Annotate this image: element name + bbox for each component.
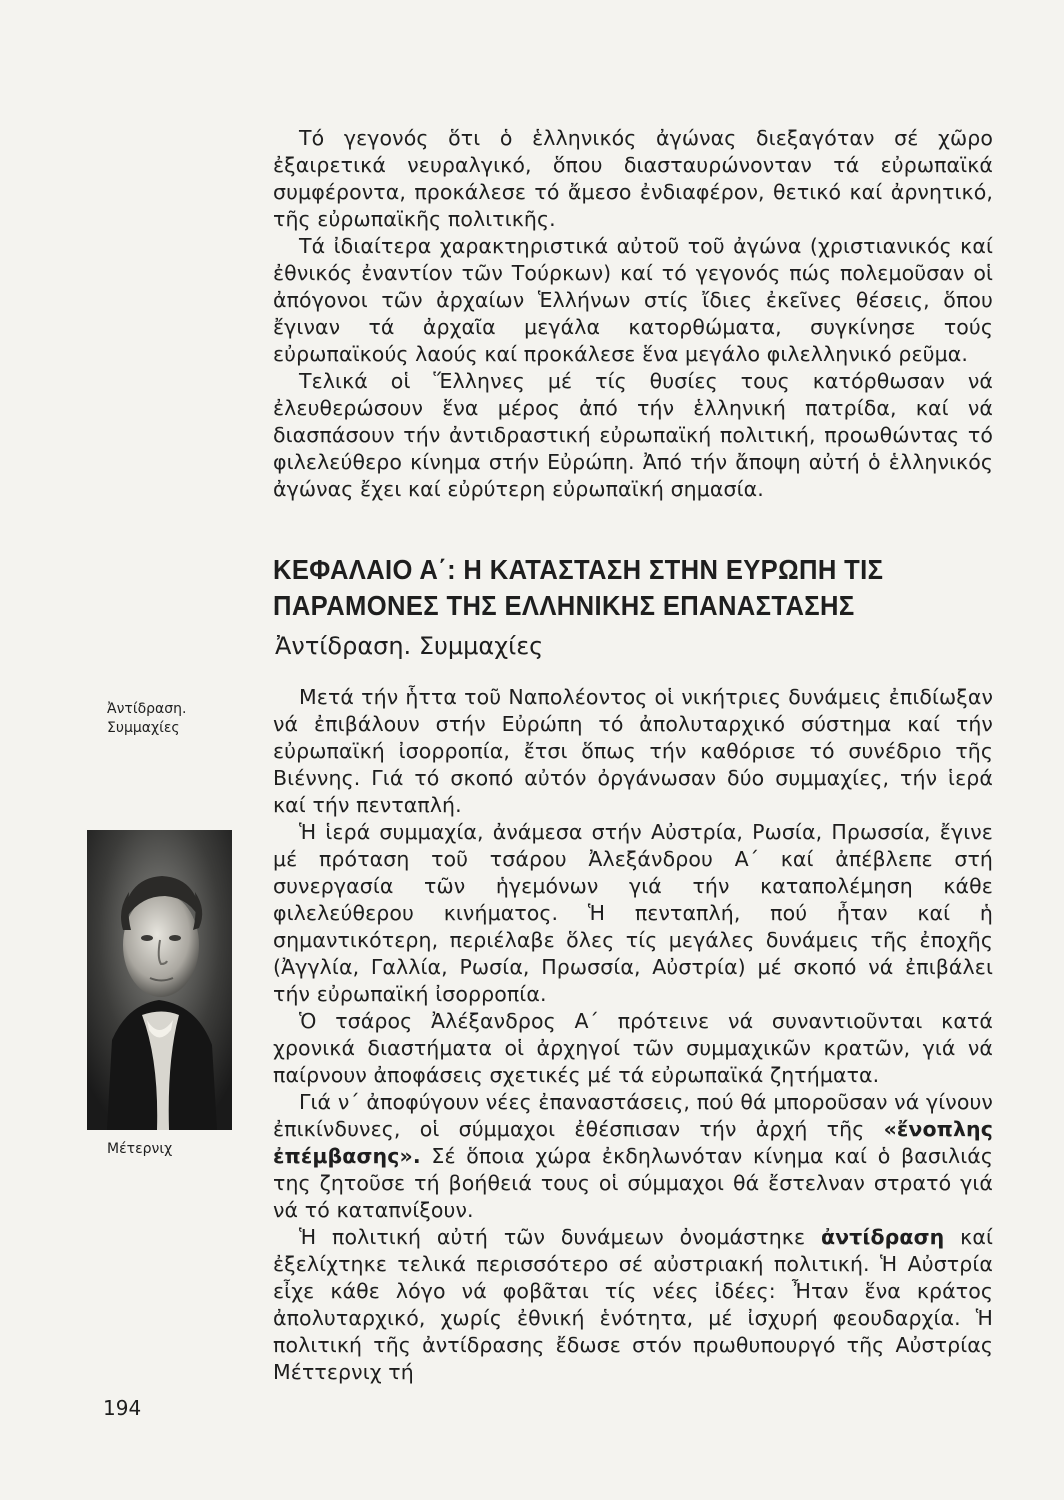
margin-note-line: Συμμαχίες (107, 720, 180, 736)
text-run: καί ἐξελίχτηκε τελικά περισσότερο σέ αὐστριακή πολιτική. Ἡ Αὐστρία εἶχε κάθε λόγο νά φοβᾶται τίς νέες ἰδέες: Ἦταν ἕνα κράτος ἀπολυταρχικό, χωρίς ἐθνική ἑνότητα, μέ ἰσχυρή φεουδαρχία. Ἡ πολιτική τῆς ἀντίδρασης ἔδωσε στόν πρωθυπουργό τῆς Αὐστρίας Μέττερνιχ τή (273, 1225, 993, 1384)
main-paragraph: Ὁ τσάρος Ἀλέξανδρος Α΄ πρότεινε νά συναντιοῦνται κατά χρονικά διαστήματα οἱ ἀρχηγοί τῶν συμμαχικῶν κρατῶν, γιά νά παίρνουν ἀποφάσεις σχετικές μέ τά εὐρωπαϊκά ζητήματα. (273, 1009, 993, 1087)
intro-paragraph: Τά ἰδιαίτερα χαρακτηριστικά αὐτοῦ τοῦ ἀγώνα (χριστιανικός καί ἐθνικός ἐναντίον τῶν Τούρκων) καί τό γεγονός πώς πολεμοῦσαν οἱ ἀπόγονοι τῶν ἀρχαίων Ἑλλήνων στίς ἴδιες ἐκεῖνες θέσεις, ὅπου ἔγιναν τά ἀρχαῖα μεγάλα κατορθώματα, συγκίνησε τούς εὐρωπαϊκούς λαούς καί προκάλεσε ἕνα μεγάλο φιλελληνικό ρεῦμα. (273, 234, 993, 366)
main-paragraph: Ἡ ἱερά συμμαχία, ἀνάμεσα στήν Αὐστρία, Ρωσία, Πρωσσία, ἔγινε μέ πρόταση τοῦ τσάρου Ἀλεξάνδρου Α΄ καί ἀπέβλεπε στή συνεργασία τῶν ἡγεμόνων γιά τήν καταπολέμηση κάθε φιλελεύθερου κινήματος. Ἡ πενταπλή, πού ἦταν καί ἡ σημαντικότερη, περιέλαβε ὅλες τίς μεγάλες δυνάμεις τῆς ἐποχῆς (Ἀγγλία, Γαλλία, Ρωσία, Πρωσσία, Αὐστρία) μέ σκοπό νά ἐπιβάλει τήν εὐρωπαϊκή ἰσορροπία. (273, 820, 993, 1006)
bold-term: «ἔνοπλης ἐπέμβασης». (273, 1117, 993, 1168)
intro-paragraph: Τελικά οἱ Ἕλληνες μέ τίς θυσίες τους κατόρθωσαν νά ἐλευθερώσουν ἕνα μέρος ἀπό τήν ἑλληνική πατρίδα, καί νά διασπάσουν τήν ἀντιδραστική εὐρωπαϊκή πολιτική, προωθώντας τό φιλελεύθερο κίνημα στήν Εὐρώπη. Ἀπό τήν ἄποψη αὐτή ὁ ἑλληνικός ἀγώνας ἔχει καί εὐρύτερη εὐρωπαϊκή σημασία. (273, 369, 993, 501)
main-paragraph: Μετά τήν ἧττα τοῦ Ναπολέοντος οἱ νικήτριες δυνάμεις ἐπιδίωξαν νά ἐπιβάλουν στήν Εὐρώπη τό ἀπολυταρχικό σύστημα καί τήν εὐρωπαϊκή ἰσορροπία, ἔτσι ὅπως τήν καθόρισε τό συνέδριο τῆς Βιέννης. Γιά τό σκοπό αὐτόν ὀργάνωσαν δύο συμμαχίες, τήν ἱερά καί τήν πενταπλή. (273, 685, 993, 817)
intro-text (273, 125, 993, 503)
portrait-drawing (87, 830, 232, 1130)
chapter-title-line: ΠΑΡΑΜΟΝΕΣ ΤΗΣ ΕΛΛΗΝΙΚΗΣ ΕΠΑΝΑΣΤΑΣΗΣ (273, 590, 855, 621)
text-run: Γιά ν΄ ἀποφύγουν νέες ἐπαναστάσεις, πού θά μποροῦσαν νά γίνουν ἐπικίνδυνες, οἱ σύμμαχοι ἐθέσπισαν τήν ἀρχή τῆς (273, 1090, 993, 1141)
page-number: 194 (103, 1396, 142, 1420)
intro-paragraph: Τό γεγονός ὅτι ὁ ἑλληνικός ἀγώνας διεξαγόταν σέ χῶρο ἐξαιρετικά νευραλγικό, ὅπου διασταυρώνονταν τά εὐρωπαϊκά συμφέροντα, προκάλεσε τό ἄμεσο ἐνδιαφέρον, θετικό καί ἀρνητικό, τῆς εὐρωπαϊκῆς πολιτικῆς. (273, 126, 993, 231)
portrait-caption: Μέτερνιχ (107, 1141, 173, 1157)
margin-note-line: Ἀντίδραση. (107, 701, 187, 717)
main-text (273, 684, 993, 1386)
main-paragraph (273, 1224, 993, 1386)
margin-note (107, 700, 237, 738)
section-title: Ἀντίδραση. Συμμαχίες (275, 632, 544, 660)
chapter-title (273, 552, 943, 624)
portrait-metternich (87, 830, 232, 1130)
bold-term: ἀντίδραση (820, 1225, 945, 1249)
text-run: Σέ ὅποια χώρα ἐκδηλωνόταν κίνημα καί ὁ βασιλιάς της ζητοῦσε τή βοήθειά τους οἱ σύμμαχοι θά ἔστελναν στρατό γιά νά τό καταπνίξουν. (273, 1144, 993, 1222)
text-run: Ἡ πολιτική αὐτή τῶν δυνάμεων ὀνομάστηκε (299, 1225, 821, 1249)
main-paragraph (273, 1089, 993, 1224)
chapter-title-line: ΚΕΦΑΛΑΙΟ Α΄: Η ΚΑΤΑΣΤΑΣΗ ΣΤΗΝ ΕΥΡΩΠΗ ΤΙΣ (273, 554, 884, 585)
